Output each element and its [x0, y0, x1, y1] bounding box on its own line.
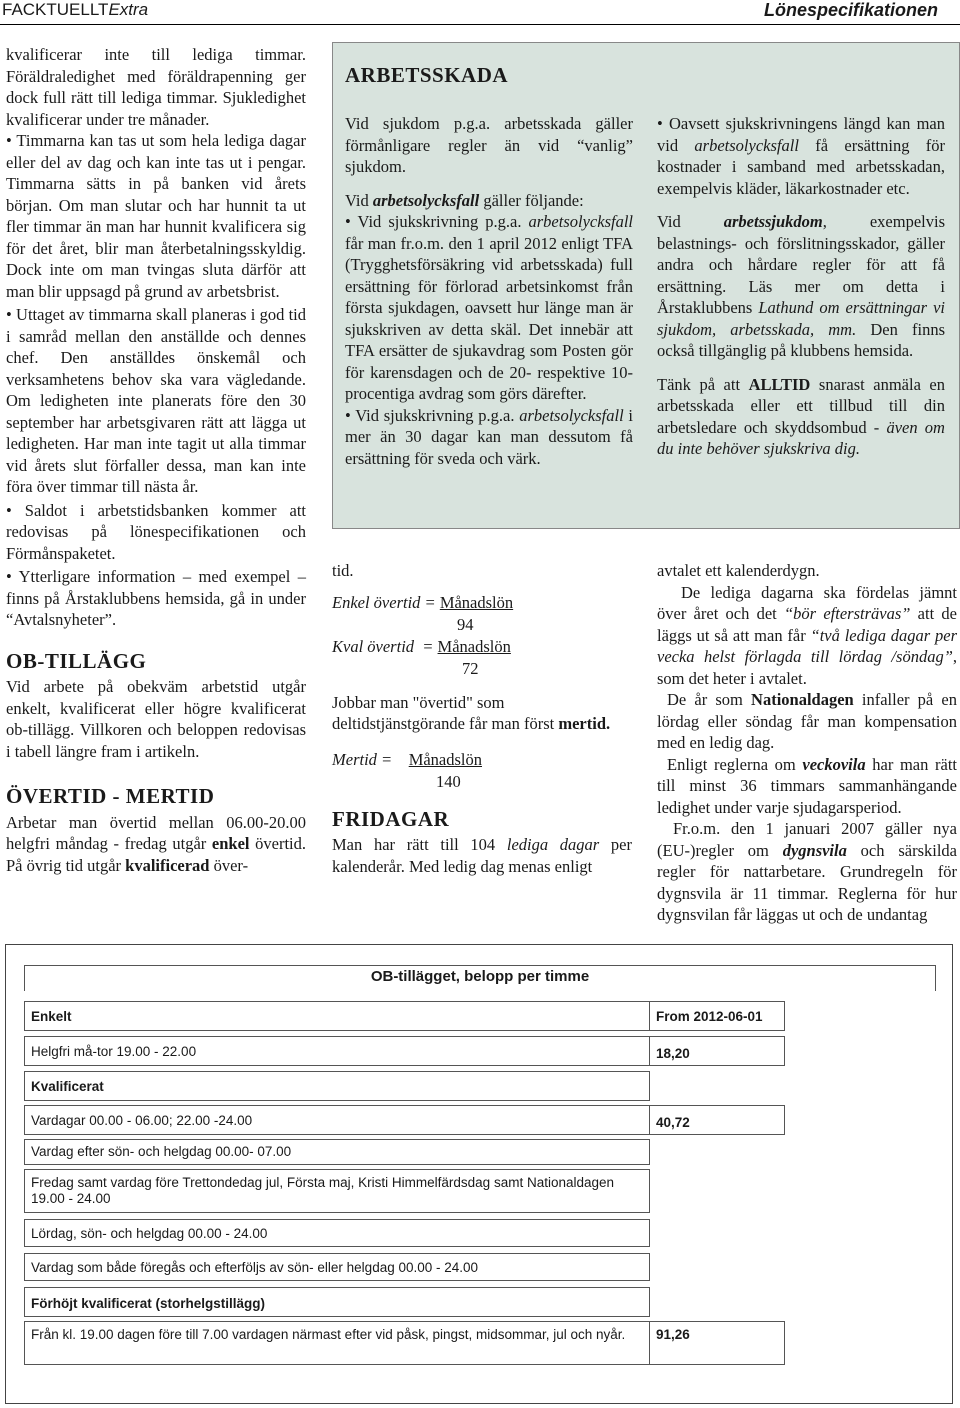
text: Jobbar man "övertid" som deltidstjänstgörande får man först: [332, 692, 559, 733]
text-italic: “bör eftersträvas”: [784, 604, 911, 623]
paragraph: avtalet ett kalenderdygn.: [657, 561, 820, 580]
box-column-right: [657, 113, 945, 460]
ob-table: [5, 944, 953, 1404]
table-row-label: Fredag samt vardag före Trettondedag jul, Första maj, Kristi Himmelfärdsdag samt Nationaldagen 19.00 - 24.00: [24, 1169, 650, 1213]
text: att de läggs ut så att man får: [657, 604, 957, 645]
text: Tänk på att: [657, 374, 749, 394]
text: infaller på en lördag eller söndag får man kompensation med en ledig dag.: [657, 690, 957, 752]
text: De år som: [667, 690, 752, 709]
paragraph: • Uttaget av timmarna skall planeras i god tid i samråd mellan den anställde och dennes chef. Den anställdes önskemål och verksamhetens behov ska vara vägledande. Om ledigheten inte planerats före den 30 september har arbetsgivaren rätt att lägga ut ledigheten. Har man inte tagit ut alla timmar vid årets slut förfaller dessa, man kan inte föra över timmar till nästa år.: [6, 305, 306, 496]
paragraph: [345, 190, 633, 212]
text-italic: “två lediga dagar per vecka helst förlagda till lördag /söndag”: [657, 625, 957, 666]
table-row-label: Vardag som både föregås och efterföljs av sön- eller helgdag 00.00 - 24.00: [24, 1253, 650, 1281]
heading-fridagar: FRIDAGAR: [332, 806, 450, 831]
table-row-value: 40,72: [649, 1105, 785, 1135]
paragraph: [332, 834, 632, 877]
table-row-value: 18,20: [649, 1036, 785, 1066]
text-italic: lediga dagar: [506, 835, 600, 854]
formula-numerator: Månadslön: [408, 749, 483, 769]
box-column-left: [345, 113, 633, 469]
text: snarast anmäla en arbetsskada eller ett tillbud till din arbetsledare och skyddsombud -: [657, 374, 946, 437]
text-bold: kvalificerad: [125, 855, 210, 875]
formula-label: Kval övertid: [332, 636, 415, 656]
text-bold: Nationaldagen: [751, 690, 854, 709]
paragraph: [657, 818, 957, 926]
publication-name-extra: Extra: [108, 0, 149, 19]
column-middle: [332, 560, 632, 877]
paragraph: • Ytterligare information – med exempel – finns på Årstaklubbens hemsida, gå in under “Avtalsnyheter”.: [6, 567, 306, 629]
table-row-label: Lördag, sön- och helgdag 00.00 - 24.00: [24, 1219, 650, 1247]
table-cell-kvalificerat: Kvalificerat: [24, 1071, 650, 1101]
text: och särskilda regler för nattarbetare. Grundregeln för dygnsvila är 11 timmar. Reglerna för hur dygnsvilan får läggas ut och de undantag: [657, 840, 957, 924]
text-bold-italic: dygnsvila: [782, 840, 847, 860]
text: övertid. På övrig tid utgår: [6, 834, 306, 875]
table-title: OB-tillägget, belopp per timme: [24, 965, 936, 991]
paragraph: • Timmarna kan tas ut som hela lediga dagar eller del av dag och kan inte tas ut i pengar. Timmarna sätts in på banken vid årets början. Om man slutar och har hunnit ta ut fler timmar än man har hunnit kvalificera sig för det året, blir man återbetalningsskyldig. Dock inte om man tvingas sluta därför att man blir uppsagd på grund av arbetsbrist.: [6, 131, 306, 301]
paragraph: [345, 405, 633, 470]
text: över-: [209, 855, 249, 875]
publication-name: [2, 0, 148, 20]
text-italic: arbetsolycksfall: [694, 135, 799, 155]
paragraph: [657, 113, 945, 199]
text: • Oavsett sjukskrivningens längd kan man vid: [657, 114, 945, 155]
formula-denominator: 140: [436, 771, 461, 791]
text-bold: ALLTID: [748, 374, 811, 394]
heading-overtid-mertid: ÖVERTID - MERTID: [6, 784, 215, 808]
formula-denominator: 72: [462, 658, 479, 678]
text: Enligt reglerna om: [667, 754, 803, 774]
text: , exempelvis belastnings- och förslitningsskador, gäller andra och hårdare regler för att få ersättning. Läs mer om detta i Årstaklubbens: [657, 212, 945, 317]
formula-numerator: Månadslön: [439, 592, 514, 612]
formula-equals: =: [414, 636, 438, 656]
column-left: [6, 44, 306, 876]
formula-enkel-overtid: [332, 592, 632, 636]
paragraph: Vid sjukdom p.g.a. arbetsskada gäller förmånligare regler än vid “vanlig” sjukdom.: [345, 114, 633, 176]
paragraph: [657, 754, 957, 819]
formula-numerator: Månadslön: [437, 636, 511, 656]
paragraph: • Saldot i arbetstidsbanken kommer att redovisas på lönespecifikationen och Förmånspaketet.: [6, 500, 306, 563]
text-italic: arbetsolycksfall: [528, 212, 633, 231]
text: Den finns också tillgänglig på klubbens hemsida.: [657, 319, 945, 360]
text-bold-italic: veckovila: [802, 754, 866, 774]
heading-ob-tillagg: OB-TILLÄGG: [6, 648, 147, 673]
formula-equals: =: [376, 749, 409, 769]
paragraph: kvalificerar inte till lediga timmar. Föräldraledighet med föräldrapenning ger dock full rätt till lediga timmar. Sjukledighet kvalificerar under tre månader.: [6, 45, 306, 129]
text: per kalenderår. Med ledig dag menas enligt: [332, 835, 632, 876]
text: Man har rätt till 104: [332, 835, 507, 854]
text-bold-italic: arbetssjukdom: [723, 212, 823, 231]
publication-name-main: FACKTUELLT: [2, 0, 109, 19]
paragraph: Vid arbete på obekväm arbetstid utgår enkelt, kvalificerat eller högre kvalificerat ob-tillägg. Villkoren och beloppen redovisas i tabell längre fram i artikeln.: [6, 677, 306, 761]
text: , som det heter i avtalet.: [657, 647, 957, 688]
table-row-label: Från kl. 19.00 dagen före till 7.00 vardagen närmast efter vid påsk, pingst, midsommar, jul och nyår.: [24, 1321, 650, 1365]
box-title: ARBETSSKADA: [345, 63, 509, 87]
formula-kval-overtid: [332, 636, 632, 680]
text-italic: arbetsolycksfall: [519, 405, 624, 425]
text: • Vid sjukskrivning p.g.a.: [345, 405, 520, 425]
text-italic: även om du inte behöver sjukskriva dig.: [657, 417, 945, 458]
page-header: [0, 0, 960, 26]
formula-equals: =: [420, 592, 440, 612]
text: få ersättning för kostnader i samband med arbetsskadan, exempelvis kläder, läkarkostnader etc.: [657, 135, 946, 198]
text: Vid: [345, 190, 373, 210]
formula-denominator: 94: [457, 614, 474, 634]
text-bold-italic: arbetsolycksfall: [372, 190, 480, 210]
table-cell-forhojt: Förhöjt kvalificerat (storhelgstillägg): [24, 1287, 650, 1317]
text: Fr.o.m. den 1 januari 2007 gäller nya (EU-)regler om: [657, 819, 957, 860]
paragraph: [657, 689, 957, 754]
table-cell-enkelt: Enkelt: [24, 1001, 650, 1031]
table-row-label: Helgfri må-tor 19.00 - 22.00: [24, 1036, 650, 1066]
paragraph: [332, 692, 632, 735]
paragraph: [657, 582, 957, 690]
text: i mer än 30 dagar kan man dessutom få ersättning för sveda och värk.: [345, 405, 633, 468]
text: gäller följande:: [479, 190, 584, 210]
section-title: Lönespecifikationen: [763, 0, 938, 20]
arbetsskada-box: [332, 42, 960, 529]
formula-mertid: [332, 749, 632, 793]
paragraph: [345, 211, 633, 405]
table-row-label: Vardag efter sön- och helgdag 00.00- 07.00: [24, 1139, 650, 1165]
header-rule: [0, 24, 960, 25]
text: får man fr.o.m. den 1 april 2012 enligt TFA (Trygghetsförsäkring vid arbetsskada) full ersättning för förlorad arbetsinkomst från första sjukdagen, oavsett hur länge man är sjukskriven av detta skäl. Det innebär att TFA ersätter de sjukavdrag som Posten gör för karensdagen och de 20- respektive 10-procentiga avdrag som görs därefter.: [345, 233, 633, 403]
paragraph: tid.: [332, 561, 354, 580]
text-bold: enkel: [211, 834, 250, 853]
formula-label: Enkel övertid: [332, 592, 421, 612]
table-cell-from-date: From 2012-06-01: [649, 1001, 785, 1031]
table-row-label: Vardagar 00.00 - 06.00; 22.00 -24.00: [24, 1105, 650, 1135]
table-row-value: 91,26: [649, 1321, 785, 1365]
text: Vid: [657, 212, 724, 231]
paragraph: [657, 211, 945, 362]
text: har man rätt till minst 36 timmars sammanhängande ledighet under varje sjudagarsperiod.: [657, 754, 957, 817]
column-right: [657, 560, 957, 926]
formula-label: Mertid: [332, 749, 377, 769]
paragraph: [6, 812, 306, 877]
text: • Vid sjukskrivning p.g.a.: [345, 212, 529, 231]
text: Arbetar man övertid mellan 06.00-20.00 helgfri måndag - fredag utgår: [6, 812, 306, 853]
paragraph: [657, 374, 945, 460]
text-italic: Lathund om ersättningar vi sjukdom, arbetsskada, mm.: [657, 298, 945, 339]
text: De lediga dagarna ska fördelas jämnt över året och det: [657, 582, 957, 623]
text-bold: mertid.: [558, 714, 611, 733]
